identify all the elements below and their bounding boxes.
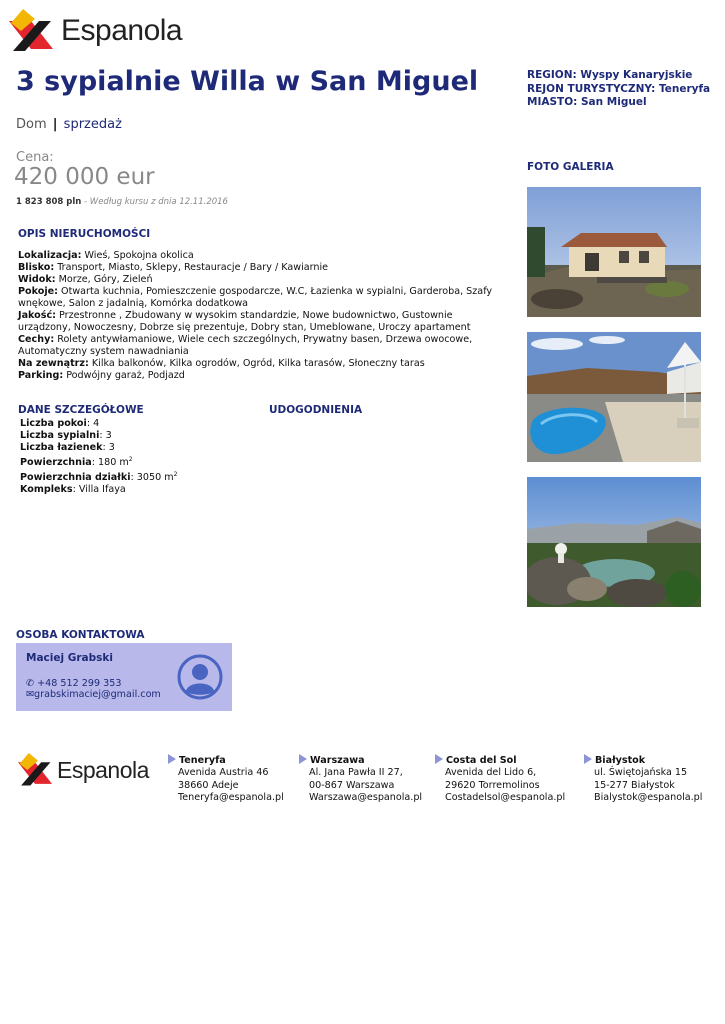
description-item: Jakość: Przestronne , Zbudowany w wysokim standardzie, Nowe budownictwo, Gustownie urządzony, Nowoczesny, Dobrze się prezentuje, Dobry stan, Umeblowane, Uroczy apartament xyxy=(18,310,471,333)
arrow-right-icon xyxy=(299,754,307,764)
detail-complex: Kompleks: Villa Ifaya xyxy=(20,484,126,496)
detail-plot: Powierzchnia działki: 3050 $m^2$ xyxy=(20,471,178,484)
arrow-right-icon xyxy=(584,754,592,764)
price-value: 420 000 eur xyxy=(14,164,155,190)
amenities-heading: UDOGODNIENIA xyxy=(269,404,363,416)
price-conversion xyxy=(16,197,228,207)
gallery-photo-garden[interactable] xyxy=(527,477,701,607)
city-value: San Miguel xyxy=(581,96,647,108)
office-warszawa: Warszawa Al. Jana Pawła II 27, 00-867 Warszawa Warszawa@espanola.pl xyxy=(299,754,422,804)
office-email[interactable]: Costadelsol@espanola.pl xyxy=(445,791,566,803)
region-line: REGION: Wyspy Kanaryjskie xyxy=(527,69,693,81)
arrow-right-icon xyxy=(168,754,176,764)
region-value: Wyspy Kanaryjskie xyxy=(580,69,693,81)
footer-logo xyxy=(18,753,158,787)
contact-card xyxy=(16,643,232,711)
footer-logo-wordmark: Espanola xyxy=(57,757,149,783)
gallery-heading: FOTO GALERIA xyxy=(527,161,614,173)
breadcrumb xyxy=(16,117,122,132)
office-email[interactable]: Warszawa@espanola.pl xyxy=(309,791,423,803)
office-bialystok: Białystok ul. Świętojańska 15 15-277 Białystok Bialystok@espanola.pl xyxy=(584,754,702,804)
footer-logo-mark-icon xyxy=(18,753,52,787)
breadcrumb-home[interactable]: Dom xyxy=(16,117,47,132)
breadcrumb-separator: | xyxy=(52,117,58,132)
description-item: Blisko: Transport, Miasto, Sklepy, Restauracje / Bary / Kawiarnie xyxy=(18,262,329,273)
office-teneryfa: Teneryfa Avenida Austria 46 38660 Adeje Teneryfa@espanola.pl xyxy=(168,754,284,804)
description-item: Widok: Morze, Góry, Zieleń xyxy=(18,274,153,285)
detail-bathrooms: Liczba łazienek: 3 xyxy=(20,442,115,453)
details-list xyxy=(20,418,177,496)
price-rate-note: - Według kursu z dnia 12.11.2016 xyxy=(81,197,228,207)
office-email[interactable]: Teneryfa@espanola.pl xyxy=(178,791,284,803)
detail-area: Powierzchnia: 180 $m^2$ xyxy=(20,456,133,469)
gallery-photo-villa[interactable] xyxy=(527,187,701,317)
description-item: Parking: Podwójny garaż, Podjazd xyxy=(18,370,185,381)
arrow-right-icon xyxy=(435,754,443,764)
price-label: Cena: xyxy=(16,150,54,165)
avatar-icon xyxy=(176,653,224,701)
tourist-region-value: Teneryfa xyxy=(658,82,711,95)
contact-heading: OSOBA KONTAKTOWA xyxy=(16,629,145,641)
description-item: Lokalizacja: Wieś, Spokojna okolica xyxy=(18,250,194,261)
contact-phone[interactable]: ✆ +48 512 299 353 xyxy=(26,678,122,689)
brand-logo xyxy=(9,9,199,53)
description-list xyxy=(18,250,498,382)
logo-wordmark: Espanola xyxy=(61,14,183,47)
office-email[interactable]: Bialystok@espanola.pl xyxy=(594,791,703,803)
phone-icon: ✆ xyxy=(26,678,35,689)
details-heading: DANE SZCZEGÓŁOWE xyxy=(18,404,144,416)
tourist-region-line: REJON TURYSTYCZNY: Teneryfa xyxy=(527,82,711,95)
location-info xyxy=(527,69,710,110)
city-line: MIASTO: San Miguel xyxy=(527,96,647,108)
description-heading: OPIS NIERUCHOMOŚCI xyxy=(18,228,151,240)
detail-bedrooms: Liczba sypialni: 3 xyxy=(20,430,112,441)
description-item: Na zewnątrz: Kilka balkonów, Kilka ogrodów, Ogród, Kilka tarasów, Słoneczny taras xyxy=(18,358,425,369)
contact-email[interactable]: ✉grabskimaciej@gmail.com xyxy=(26,689,161,700)
logo-mark-icon xyxy=(9,9,53,53)
page-title: 3 sypialnie Willa w San Miguel xyxy=(16,66,479,97)
price-pln: 1 823 808 pln xyxy=(16,197,82,207)
gallery-photo-pool[interactable] xyxy=(527,332,701,462)
office-costa-del-sol: Costa del Sol Avenida del Lido 6, 29620 Torremolinos Costadelsol@espanola.pl xyxy=(435,754,565,804)
envelope-icon: ✉ xyxy=(26,689,35,700)
breadcrumb-category[interactable]: sprzedaż xyxy=(63,117,122,132)
description-item: Pokoje: Otwarta kuchnia, Pomieszczenie gospodarcze, W.C, Łazienka w sypialni, Garderoba, Szafy wnękowe, Salon z jadalnią, Komórka dodatkowa xyxy=(18,286,493,309)
description-item: Cechy: Rolety antywłamaniowe, Wiele cech szczególnych, Prywatny basen, Drzewa owocowe, Automatyczny system nawadniania xyxy=(18,334,473,357)
detail-rooms: Liczba pokoi: 4 xyxy=(20,418,100,429)
contact-name: Maciej Grabski xyxy=(26,652,113,664)
